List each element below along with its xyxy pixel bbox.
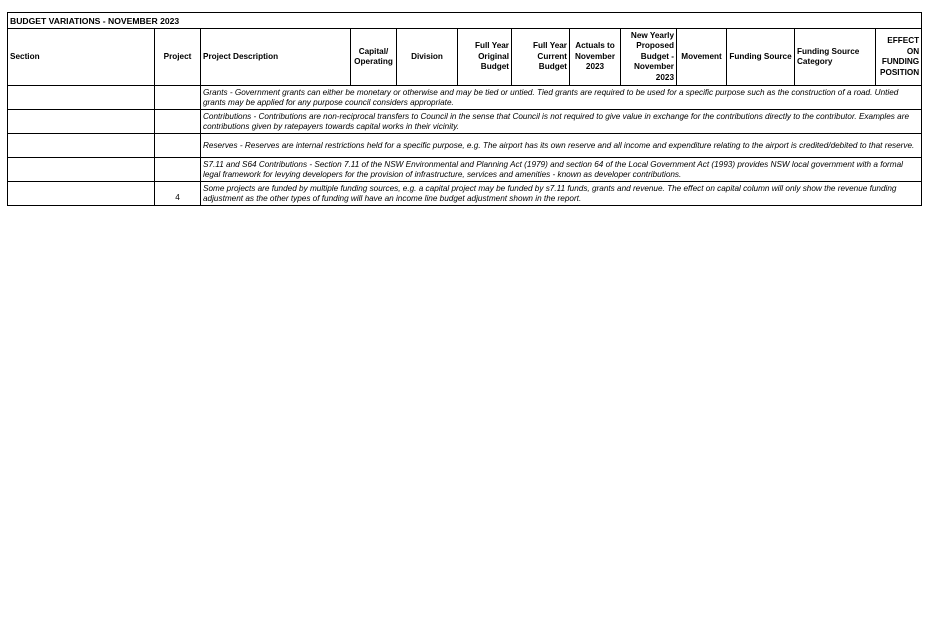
cell-section <box>8 86 155 110</box>
table-row <box>8 182 922 206</box>
table-row <box>8 134 922 158</box>
header-row <box>8 29 922 86</box>
table-row <box>8 86 922 110</box>
cell-section <box>8 182 155 206</box>
header-capital-operating: Capital/ Operating <box>351 29 397 86</box>
header-division: Division <box>397 29 458 86</box>
budget-variations-table <box>7 12 922 206</box>
sheet-title: BUDGET VARIATIONS - NOVEMBER 2023 <box>8 13 922 29</box>
cell-section <box>8 158 155 182</box>
cell-project: 4 <box>155 182 201 206</box>
header-project-description: Project Description <box>201 29 351 86</box>
header-project: Project <box>155 29 201 86</box>
cell-description: Reserves - Reserves are internal restrictions held for a specific purpose, e.g. The airport has its own reserve and all income and expenditure relating to the airport is credited/debited to that reserve. <box>201 134 922 158</box>
header-funding-source: Funding Source <box>727 29 795 86</box>
header-effect-on-funding: EFFECT ON FUNDING POSITION <box>876 29 922 86</box>
header-funding-source-category: Funding Source Category <box>795 29 876 86</box>
header-proposed-budget: New Yearly Proposed Budget - November 2023 <box>621 29 677 86</box>
cell-project <box>155 158 201 182</box>
budget-variations-sheet <box>7 12 921 206</box>
header-actuals: Actuals to November 2023 <box>570 29 621 86</box>
cell-project <box>155 134 201 158</box>
table-row <box>8 110 922 134</box>
cell-description: Grants - Government grants can either be monetary or otherwise and may be tied or untied. Tied grants are required to be used for a specific purpose such as the construction of a road. Untied grants may be applied for any purpose council considers appropriate. <box>201 86 922 110</box>
cell-section <box>8 110 155 134</box>
cell-description: S7.11 and S64 Contributions - Section 7.11 of the NSW Environmental and Planning Act (1979) and section 64 of the Local Government Act (1993) provides NSW local government with a formal legal framework for levying developers for the provision of infrastructure, services and amenities - known as developer contributions. <box>201 158 922 182</box>
header-current-budget: Full Year Current Budget <box>512 29 570 86</box>
cell-project <box>155 86 201 110</box>
cell-description: Some projects are funded by multiple funding sources, e.g. a capital project may be funded by s7.11 funds, grants and revenue. The effect on capital column will only show the revenue funding adjustment as the other types of funding will have an income line budget adjustment shown in the report. <box>201 182 922 206</box>
table-row <box>8 158 922 182</box>
cell-section <box>8 134 155 158</box>
header-original-budget: Full Year Original Budget <box>458 29 512 86</box>
header-movement: Movement <box>677 29 727 86</box>
header-section: Section <box>8 29 155 86</box>
cell-project <box>155 110 201 134</box>
cell-description: Contributions - Contributions are non-reciprocal transfers to Council in the sense that Council is not required to give value in exchange for the contributions directly to the contributor. Examples are contributions given by ratepayers towards capital works in their vicinity. <box>201 110 922 134</box>
